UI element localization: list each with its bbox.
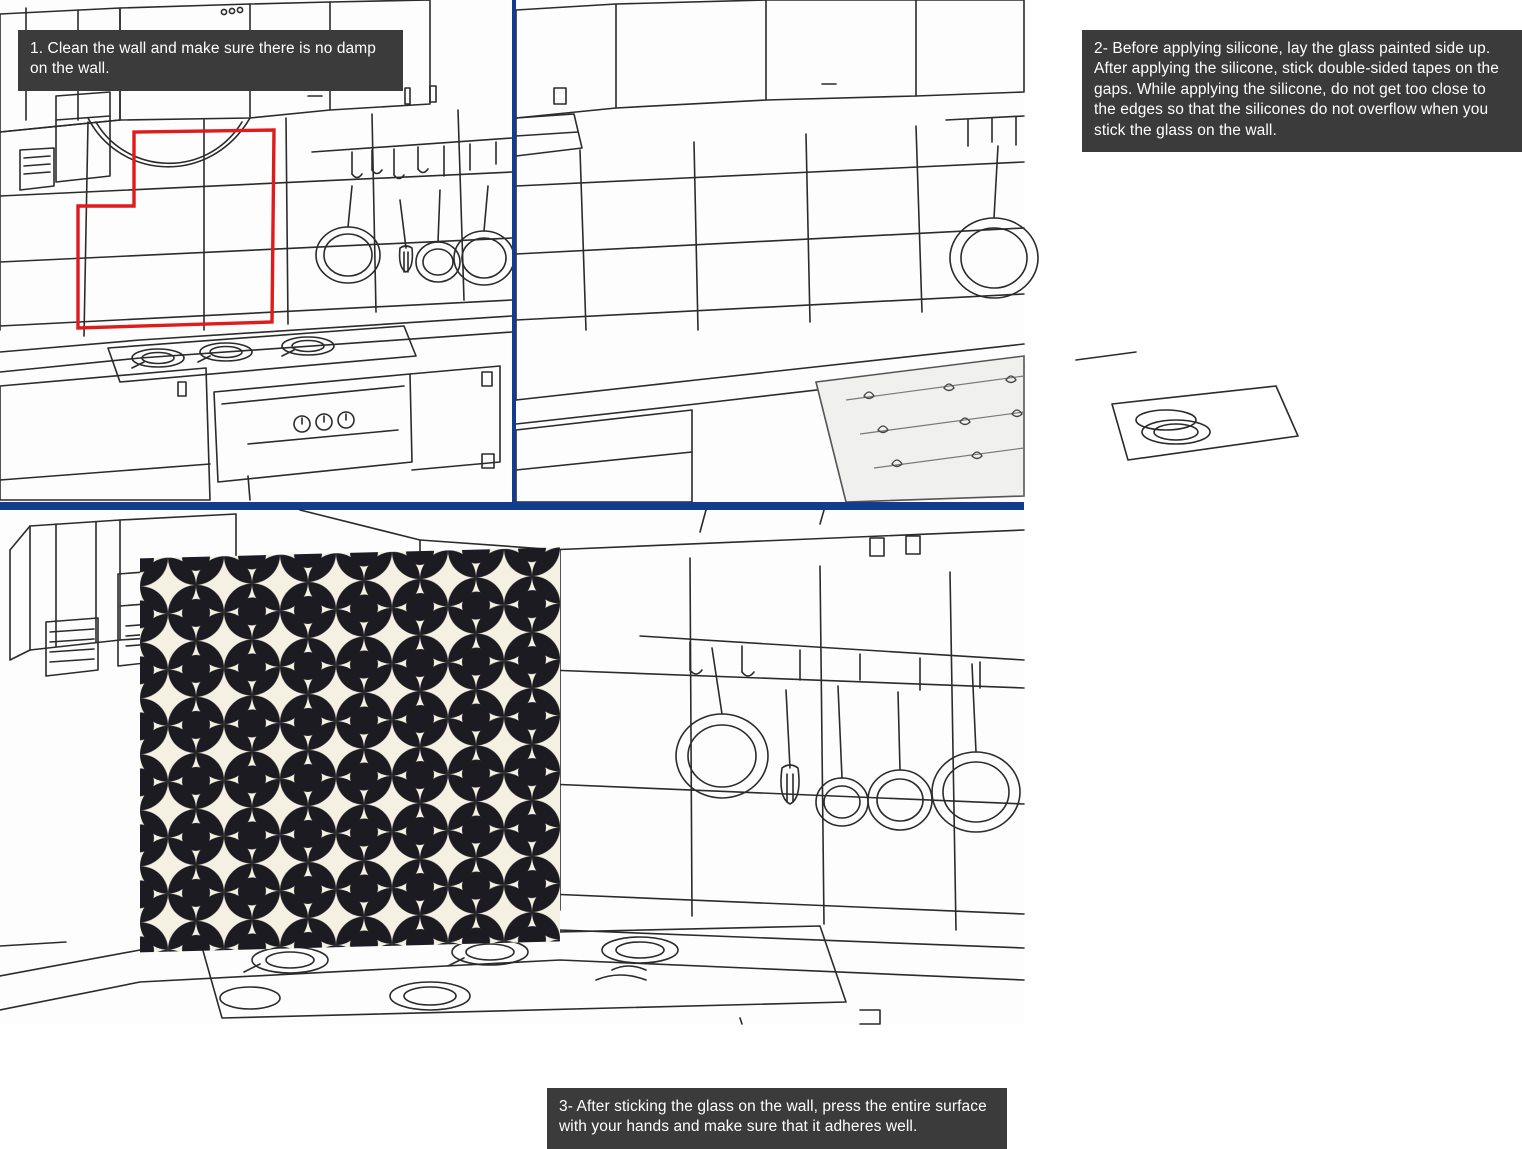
panel-divider-vertical <box>512 0 516 502</box>
patterned-glass-splashback <box>150 558 542 932</box>
caption-step-2: 2- Before applying silicone, lay the glass painted side up. After applying the silicone, stick double-sided tapes on the gaps. While applying the silicone, do not get too close to the edges so that the silicones do not overflow when you stick the glass on the wall. <box>1082 30 1522 152</box>
panel-step-1 <box>0 0 512 502</box>
caption-step-1: 1. Clean the wall and make sure there is no damp on the wall. <box>18 30 403 91</box>
glass-pattern-art <box>140 547 560 952</box>
panel-step-2 <box>516 0 1499 502</box>
caption-step-3: 3- After sticking the glass on the wall, press the entire surface with your hands and make sure that it adheres well. <box>547 1088 1007 1149</box>
panel-divider-horizontal <box>0 502 1024 510</box>
kitchen-line-art-step-2 <box>516 0 1024 502</box>
